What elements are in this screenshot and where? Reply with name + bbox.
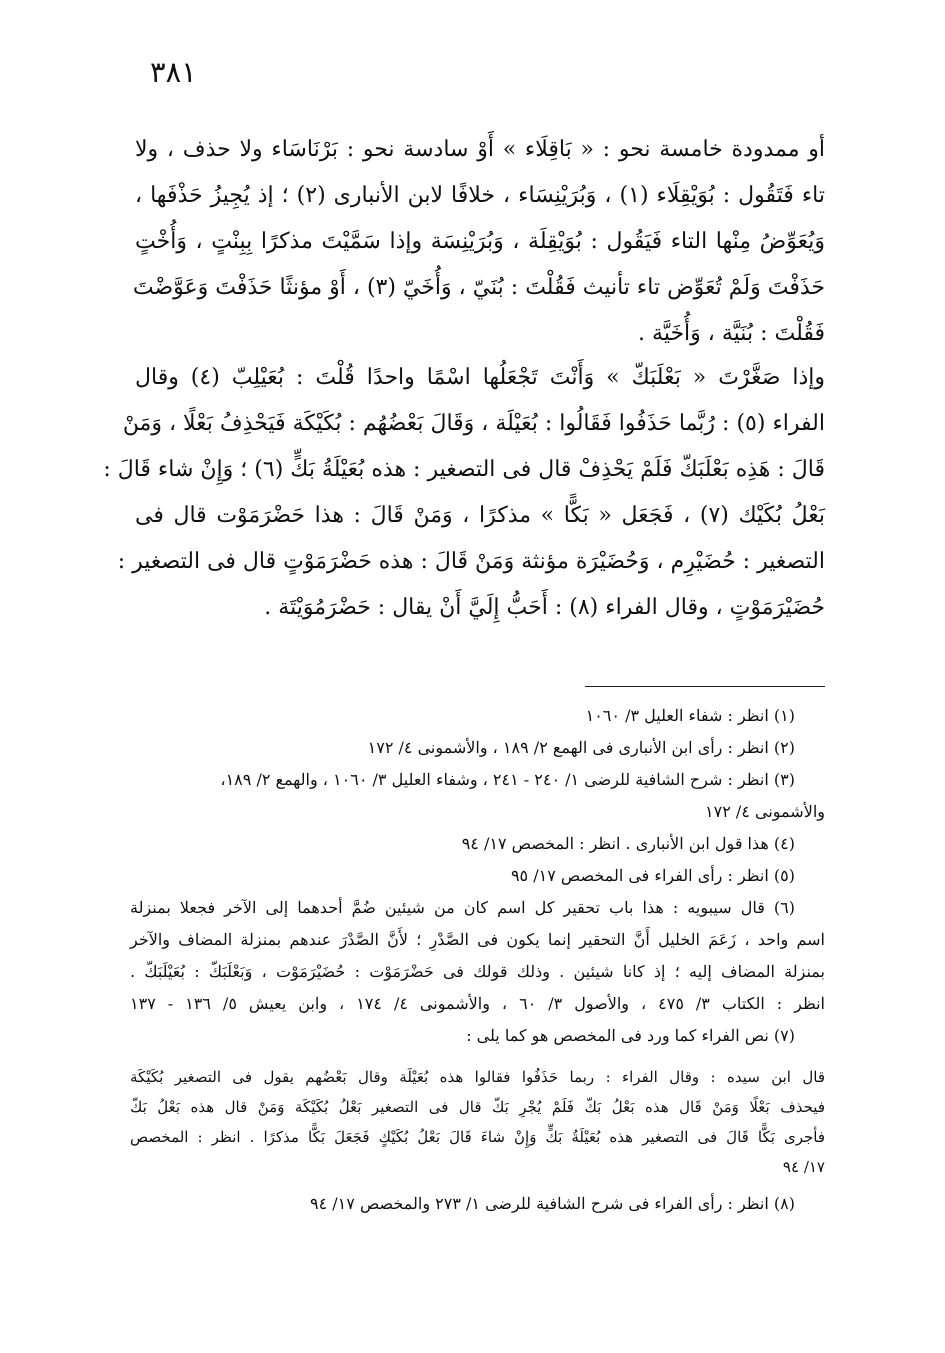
page-number: ٣٨١ [150,55,197,89]
footnote-5 [130,860,825,892]
footnote-3 [130,764,825,828]
quote-line: قال ابن سيده : وقال الفراء : ربما حَذَفُوا فقالوا هذه بُعَيْلَة وقال بَعْضُهم يقول فى التصغير بُكَيْكَة [130,1068,825,1086]
footnote-line: (٢) انظر : رأى ابن الأنبارى فى الهمع ٢/ ١٨٩ ، والأشمونى ٤/ ١٧٢ [367,738,795,757]
quote-line: فأجرى بَكًّا قَالَ فى التصغير هذه بُعَيْلَةُ بَكٍّ وَإِنْ شاءَ قَالَ بَعْلُ بُكَيْكٍ فَجَعَلَ بَكًّا مذكرًا . انظر : المخصص [130,1128,825,1146]
footnote-line: اسم واحد ، زَعَمَ الخليل أَنَّ التحقير إنما يكون فى الصَّدْرِ ؛ لأَنَّ الصَّدْرَ عندهم بمنزلة المضاف والآخر [130,930,825,949]
footnote-2 [130,732,825,764]
footnote-line: (٧) نص الفراء كما ورد فى المخصص هو كما يلى : [466,1026,795,1045]
footnote-line: (١) انظر : شفاء العليل ٣/ ١٠٦٠ [585,706,795,725]
quote-line: فيحذف بَعْلًا وَمَنْ قَال هذه بَعْلُ بَكّ فَلَمْ يُجْرِ بَكّ قال فى التصغير بَعْلُ بُكَيْكَة وَمَنْ قال هذه بَعْلُ بَكّ [130,1098,825,1116]
footnote-4 [130,828,825,860]
footnote-separator [585,686,825,687]
text-line: أو ممدودة خامسة نحو : « بَاقِلَاء » أَوْ سادسة نحو : بَرْنَاسَاء ولا حذف ، ولا [135,137,825,162]
footnote-line: بمنزلة المضاف إليه ؛ إذ كانا شيئين . وذلك قولك فى حَضْرَمَوْت : حُضَيْرَمَوْت ، وَبَعْلَبَكّ : بُعَيْلَبَكّ . [130,962,825,981]
text-line: حُضَيْرَمَوْتٍ ، وقال الفراء (٨) : أَحَبُّ إِلَيَّ أَنْ يقال : حَضْرَمُوَيْتَة . [264,595,825,620]
text-line: قَالَ : هَذِه بَعْلَبَكّ فَلَمْ يَحْذِفْ قال فى التصغير : هذه بُعَيْلَةُ بَكٍّ (٦) ؛ وَإِنْ شاء قَالَ : [103,457,825,482]
footnote-7-quote [130,1062,825,1182]
footnote-6 [130,892,825,1020]
text-line: تاء فَتَقُول : بُوَيْقِلَاء (١) ، وَبُرَيْنِسَاء ، خلافًا لابن الأنبارى (٢) ؛ إذ يُجِيزُ حَذْفَها ، [135,183,825,208]
footnote-line: (٤) هذا قول ابن الأنبارى . انظر : المخصص ١٧/ ٩٤ [461,834,795,853]
text-line: حَذَفْتَ وَلَمْ تُعَوِّض تاء تأنيث فَقُلْتَ : بُنَيّ ، وَأُخَيّ (٣) ، أَوْ مؤنثًا حَذَفْتَ وَعَوَّضْتَ [132,275,825,300]
footnote-line: والأشمونى ٤/ ١٧٢ [705,802,825,821]
footnote-8 [130,1188,825,1220]
footnote-7 [130,1020,825,1052]
footnote-line: (٦) قال سيبويه : هذا باب تحقير كل اسم كان من شيئين ضُمَّ أحدهما إلى الآخر فجعلا بمنزلة [130,898,795,917]
footnote-line: (٨) انظر : رأى الفراء فى شرح الشافية للرضى ١/ ٢٧٣ والمخصص ١٧/ ٩٤ [310,1194,795,1213]
main-paragraph-1 [132,127,825,357]
footnote-line: انظر : الكتاب ٣/ ٤٧٥ ، والأصول ٣/ ٦٠ ، والأشمونى ٤/ ١٧٤ ، وابن يعيش ٥/ ١٣٦ - ١٣٧ [130,994,825,1013]
text-line: التصغير : حُضَيْرِم ، وَحُضَيْرَة مؤنثة وَمَنْ قَالَ : هذه حَضْرَمَوْتٍ قال فى التصغير : [117,549,825,574]
quote-line: ١٧/ ٩٤ [782,1158,825,1176]
text-line: فَقُلْتَ : بُنَيَّة ، وَأُخَيَّة . [638,321,825,346]
footnote-1 [130,700,825,732]
text-line: الفراء (٥) : رُبَّما حَذَفُوا فَقَالُوا : بُعَيْلَة ، وَقَالَ بَعْضُهُم : بُكَيْكَة فَيَحْذِفُ بَعْلًا ، وَمَنْ [122,411,825,436]
footnotes [130,700,825,1220]
footnote-line: (٣) انظر : شرح الشافية للرضى ١/ ٢٤٠ - ٢٤١ ، وشفاء العليل ٣/ ١٠٦٠ ، والهمع ٢/ ١٨٩، [220,770,795,789]
footnote-line: (٥) انظر : رأى الفراء فى المخصص ١٧/ ٩٥ [510,866,795,885]
main-paragraph-2 [103,355,825,631]
text-line: وإذا صَغَّرْتَ « بَعْلَبَكّ » وَأَنْتَ تَجْعَلُها اسْمًا واحدًا قُلْتَ : بُعَيْلِبّ (٤) وقال [135,365,825,390]
text-line: وَيُعَوِّضُ مِنْها التاء فَيَقُول : بُوَيْقِلَة ، وَبُرَيْنِسَة وإذا سَمَّيْتَ مذكرًا بِبِنْتٍ ، وَأُخْتٍ [135,229,825,254]
text-line: بَعْلُ بُكَيْك (٧) ، فَجَعَل « بَكًّا » مذكرًا ، وَمَنْ قَالَ : هذا حَضْرَمَوْت قال فى [135,503,825,528]
